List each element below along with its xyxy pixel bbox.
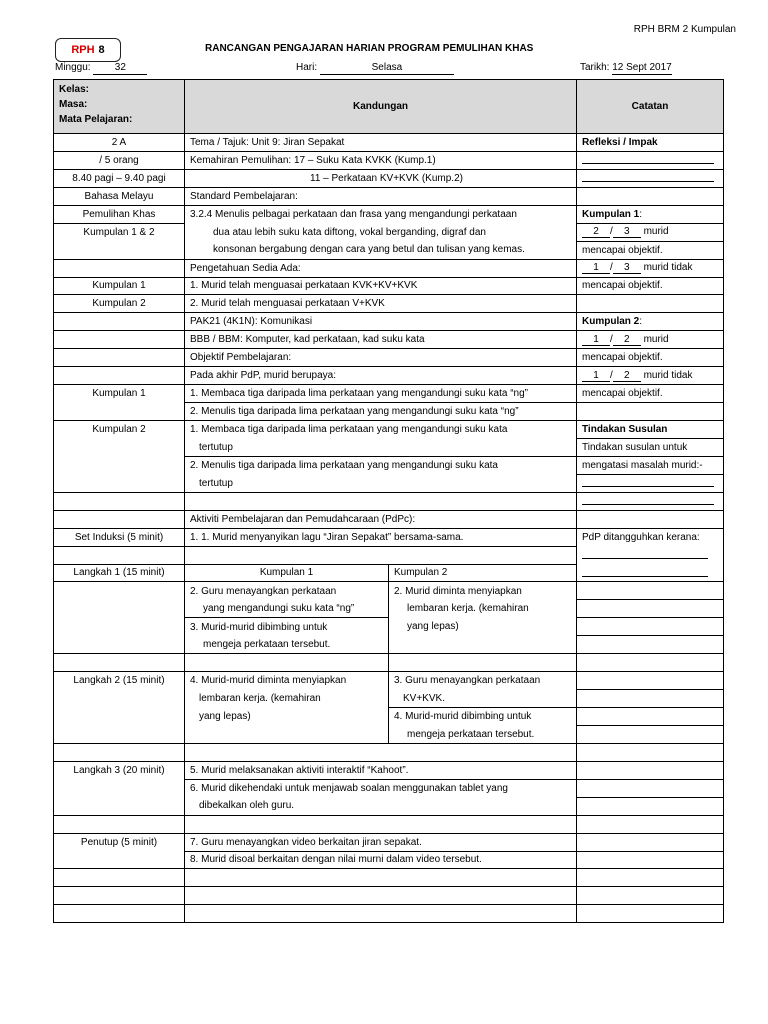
langkah-3-line-1: 5. Murid melaksanakan aktiviti interaktif “Kahoot”.: [185, 761, 577, 779]
table-row: [54, 743, 724, 761]
table-row: [54, 761, 724, 779]
tarikh-value: 12 Sept 2017: [612, 62, 672, 73]
label-kumpulan-2-objektif: Kumpulan 2: [54, 421, 185, 439]
pada-akhir-pdp: Pada akhir PdP, murid berupaya:: [185, 367, 577, 385]
hari-field: [296, 62, 454, 75]
table-row: [54, 546, 724, 564]
langkah-3-line-3: dibekalkan oleh guru.: [185, 797, 577, 815]
pengetahuan-1: 1. Murid telah menguasai perkataan KVK+KV+KVK: [185, 277, 577, 295]
langkah-2-k1-line-3: yang lepas): [185, 708, 389, 726]
header-kandungan: Kandungan: [185, 80, 577, 134]
induksi-activity: 1. 1. Murid menyanyikan lagu “Jiran Sepakat” bersama-sama.: [185, 528, 577, 546]
tindakan-susulan-1: Tindakan susulan untuk: [577, 438, 724, 456]
label-kumpulan-1: Kumpulan 1: [54, 277, 185, 295]
table-row: [54, 474, 724, 492]
header-masa: Masa:: [59, 99, 88, 110]
table-row: [54, 851, 724, 869]
table-row: [54, 887, 724, 905]
table-row: [54, 725, 724, 743]
objektif-2: 2. Menulis tiga daripada lima perkataan yang mengandungi suku kata “ng”: [185, 403, 577, 421]
table-row: [54, 564, 724, 582]
rph-badge-number: 8: [98, 44, 105, 56]
langkah-1-k1-line-1: 2. Guru menayangkan perkataan: [185, 582, 389, 600]
table-row: [54, 277, 724, 295]
table-row: [54, 134, 724, 152]
table-row: [54, 869, 724, 887]
kemahiran-pemulihan: Kemahiran Pemulihan: 17 – Suku Kata KVKK (Kump.1): [185, 151, 577, 169]
kumpulan1-tidak: 1 / 3 murid tidak: [577, 259, 724, 277]
table-row: [54, 708, 724, 726]
pdp-blank-1: [577, 546, 724, 564]
document-code: RPH BRM 2 Kumpulan: [633, 24, 736, 35]
table-row: [54, 349, 724, 367]
kumpulan-2-column: Kumpulan 2: [389, 564, 577, 582]
hari-label: Hari:: [296, 62, 318, 73]
table-row: [54, 492, 724, 510]
refleksi-heading: Refleksi / Impak: [577, 134, 724, 152]
tindakan-blank-1: [577, 474, 724, 492]
header-catatan: Catatan: [577, 80, 724, 134]
pak21: PAK21 (4K1N): Komunikasi: [185, 313, 577, 331]
table-row: [54, 528, 724, 546]
table-row: [54, 438, 724, 456]
aktiviti-heading: Aktiviti Pembelajaran dan Pemudahcaraan (PdPc):: [185, 510, 577, 528]
objektif-3: 1. Membaca tiga daripada lima perkataan yang mengandungi suku kata: [185, 421, 577, 439]
langkah-2-k1-line-1: 4. Murid-murid diminta menyiapkan: [185, 672, 389, 690]
table-row: [54, 510, 724, 528]
kelas-value: 2 A: [54, 134, 185, 152]
table-row: [54, 672, 724, 690]
langkah-1-k2-line-3: yang lepas): [389, 618, 577, 636]
set-induksi-label: Set Induksi (5 minit): [54, 528, 185, 546]
tarikh-field: [580, 62, 672, 75]
table-row: [54, 259, 724, 277]
table-row: [54, 313, 724, 331]
langkah-1-k2-line-2: lembaran kerja. (kemahiran: [389, 600, 577, 618]
subjek-value: Bahasa Melayu: [54, 187, 185, 205]
penutup-line-1: 7. Guru menayangkan video berkaitan jiran sepakat.: [185, 833, 577, 851]
pengetahuan-sedia-ada: Pengetahuan Sedia Ada:: [185, 259, 577, 277]
penutup-line-2: 8. Murid disoal berkaitan dengan nilai murni dalam video tersebut.: [185, 851, 577, 869]
table-row: [54, 618, 724, 636]
table-row: [54, 600, 724, 618]
minggu-value: 32: [93, 62, 147, 75]
pdp-blank-2: [577, 564, 724, 582]
pengetahuan-2: 2. Murid telah menguasai perkataan V+KVK: [185, 295, 577, 313]
standard-line-2: dua atau lebih suku kata diftong, vokal berganding, digraf dan: [185, 223, 577, 241]
table-row: [54, 690, 724, 708]
objektif-4-cont: tertutup: [185, 474, 577, 492]
table-row: [54, 833, 724, 851]
kumpulan1-mencapai: mencapai objektif.: [577, 241, 724, 259]
header-kelas-masa: [54, 80, 185, 134]
langkah-2-k2-line-3: 4. Murid-murid dibimbing untuk: [389, 708, 577, 726]
header-mata-pelajaran: Mata Pelajaran:: [59, 114, 133, 125]
table-row: [54, 636, 724, 654]
table-row: [54, 223, 724, 241]
table-row: [54, 169, 724, 187]
table-row: [54, 905, 724, 923]
table-row: [54, 241, 724, 259]
kumpulan2-capai: 1 / 2 murid: [577, 331, 724, 349]
table-row: [54, 403, 724, 421]
table-row: [54, 456, 724, 474]
program-value: Pemulihan Khas: [54, 205, 185, 223]
kumpulan1-capai: 2 / 3 murid: [577, 223, 724, 241]
table-row: [54, 331, 724, 349]
langkah-1-k1-line-2: yang mengandungi suku kata “ng”: [185, 600, 389, 618]
kemahiran-pemulihan-2: 11 – Perkataan KV+KVK (Kump.2): [185, 169, 577, 187]
objektif-pembelajaran: Objektif Pembelajaran:: [185, 349, 577, 367]
kumpulan1-mencapai-2: mencapai objektif.: [577, 277, 724, 295]
rph-badge-label: RPH: [71, 44, 95, 56]
bilangan-murid: / 5 orang: [54, 151, 185, 169]
label-kumpulan-1-objektif: Kumpulan 1: [54, 385, 185, 403]
tema: Tema / Tajuk: Unit 9: Jiran Sepakat: [185, 134, 577, 152]
langkah-1-k2-line-1: 2. Murid diminta menyiapkan: [389, 582, 577, 600]
table-row: [54, 295, 724, 313]
tindakan-susulan-2: mengatasi masalah murid:-: [577, 456, 724, 474]
langkah-1-label: Langkah 1 (15 minit): [54, 564, 185, 582]
rph-badge: [55, 38, 121, 62]
table-row: [54, 187, 724, 205]
langkah-2-k2-line-2: KV+KVK.: [389, 690, 577, 708]
kumpulan1-heading: Kumpulan 1:: [577, 205, 724, 223]
langkah-2-label: Langkah 2 (15 minit): [54, 672, 185, 690]
standard-pembelajaran: Standard Pembelajaran:: [185, 187, 577, 205]
langkah-1-k1-line-3: 3. Murid-murid dibimbing untuk: [185, 618, 389, 636]
refleksi-blank-2: [577, 169, 724, 187]
standard-line-1: 3.2.4 Menulis pelbagai perkataan dan frasa yang mengandungi perkataan: [185, 205, 577, 223]
table-row: [54, 421, 724, 439]
objektif-3-cont: tertutup: [185, 438, 577, 456]
standard-line-3: konsonan bergabung dengan cara yang betul dan tulisan yang kemas.: [185, 241, 577, 259]
table-row: [54, 151, 724, 169]
pdp-ditangguhkan: PdP ditangguhkan kerana:: [577, 528, 724, 546]
table-row: [54, 582, 724, 600]
refleksi-blank-1: [577, 151, 724, 169]
langkah-2-k1-line-2: lembaran kerja. (kemahiran: [185, 690, 389, 708]
minggu-label: Minggu:: [55, 62, 91, 73]
objektif-4: 2. Menulis tiga daripada lima perkataan yang mengandungi suku kata: [185, 456, 577, 474]
table-row: [54, 385, 724, 403]
langkah-1-k1-line-4: mengeja perkataan tersebut.: [185, 636, 389, 654]
tindakan-susulan-heading: Tindakan Susulan: [577, 421, 724, 439]
table-row: [54, 797, 724, 815]
table-row: [54, 815, 724, 833]
objektif-1: 1. Membaca tiga daripada lima perkataan yang mengandungi suku kata “ng”: [185, 385, 577, 403]
langkah-3-line-2: 6. Murid dikehendaki untuk menjawab soalan menggunakan tablet yang: [185, 779, 577, 797]
kumpulan2-mencapai: mencapai objektif.: [577, 349, 724, 367]
bbb-bbm: BBB / BBM: Komputer, kad perkataan, kad suku kata: [185, 331, 577, 349]
kumpulan-1-column: Kumpulan 1: [185, 564, 389, 582]
langkah-3-label: Langkah 3 (20 minit): [54, 761, 185, 779]
langkah-2-k2-line-4: mengeja perkataan tersebut.: [389, 725, 577, 743]
tarikh-label: Tarikh:: [580, 62, 610, 73]
table-row: [54, 779, 724, 797]
kumpulan2-mencapai-2: mencapai objektif.: [577, 385, 724, 403]
hari-value: Selasa: [320, 62, 454, 75]
langkah-2-k2-line-1: 3. Guru menayangkan perkataan: [389, 672, 577, 690]
kumpulan2-tidak: 1 / 2 murid tidak: [577, 367, 724, 385]
lesson-plan-table: [53, 79, 724, 923]
tindakan-blank-2: [577, 492, 724, 510]
table-row: [54, 654, 724, 672]
document-title: RANCANGAN PENGAJARAN HARIAN PROGRAM PEMULIHAN KHAS: [205, 43, 534, 54]
minggu-field: [55, 62, 147, 75]
table-row: [54, 367, 724, 385]
penutup-label: Penutup (5 minit): [54, 833, 185, 851]
label-kumpulan-2: Kumpulan 2: [54, 295, 185, 313]
table-row: [54, 205, 724, 223]
header-kelas: Kelas:: [59, 84, 90, 95]
kumpulan2-heading: Kumpulan 2:: [577, 313, 724, 331]
masa-value: 8.40 pagi – 9.40 pagi: [54, 169, 185, 187]
kumpulan-value: Kumpulan 1 & 2: [54, 223, 185, 241]
